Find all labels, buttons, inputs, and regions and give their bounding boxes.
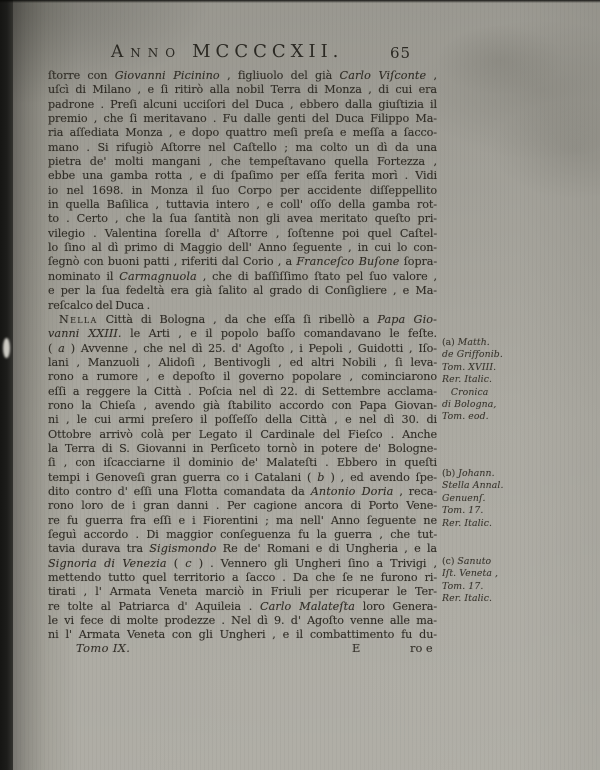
text-line: in quella Baſilica , tuttavia intero , e coll' oſſo della gamba rot-	[48, 198, 437, 212]
margin-note-line: de Griffonib.	[442, 349, 503, 361]
margin-note-line: Tom. 17.	[442, 580, 484, 592]
running-head-anno: Anno	[111, 42, 183, 62]
text-line: re tolte al Patriarca d' Aquileia . Carlo Malateſta loro Genera-	[48, 599, 437, 613]
text-line: Ottobre arrivò colà per Legato il Cardinale del Fieſco . Anche	[48, 427, 437, 441]
text-line: mano . Si rifugiò Aſtorre nel Caſtello ; ma colto un dì da una	[48, 140, 437, 154]
text-line: tempi i Genoveſi gran guerra co i Catalani ( b ) , ed avendo ſpe-	[48, 470, 437, 484]
text-line: ſegnò con buoni patti , riferiti dal Corio , a Franceſco Buſone ſopra-	[48, 255, 437, 269]
main-text-block	[48, 69, 437, 643]
text-line: nominato il Carmagnuola , che di baſſiſſimo ſtato pel ſuo valore ,	[48, 269, 437, 283]
text-line: e per la ſua fedeltà era già ſalito al grado di Conſigliere , e Ma-	[48, 284, 437, 298]
margin-note-line: Iſt. Veneta ,	[442, 568, 499, 580]
margin-note-line: di Bologna,	[442, 398, 497, 410]
margin-note-a	[442, 337, 530, 424]
margin-note-line: (a) Matth.	[442, 337, 490, 348]
text-line: ( a ) Avvenne , che nel dì 25. d' Agoſto , i Pepoli , Guidotti , Iſo-	[48, 341, 437, 355]
text-line: Signoria di Venezia ( c ) . Vennero gli Ungheri ſino a Trivigi ,	[48, 556, 437, 570]
photo-top-edge	[0, 0, 600, 3]
page-number: 65	[390, 44, 412, 62]
text-line: to . Certo , che la ſua ſantità non gli avea meritato queſto pri-	[48, 212, 437, 226]
text-line: lani , Manzuoli , Alidoſi , Bentivogli , ed altri Nobili , ſi leva-	[48, 355, 437, 369]
margin-note-line: (b) Johann.	[442, 468, 495, 479]
text-line: la Terra di S. Giovanni in Perſiceto tornò in potere de' Bologne-	[48, 441, 437, 455]
running-head-year: MCCCCXII.	[192, 41, 344, 62]
text-line: ſeguì accordo . Di maggior conſeguenza fu la guerra , che tut-	[48, 528, 437, 541]
text-line: le vi fece di molte prodezze . Nel dì 9. d' Agoſto venne alle ma-	[48, 614, 437, 628]
margin-note-line: (c) Sanuto	[442, 556, 492, 567]
footer-row	[0, 641, 600, 657]
margin-note-line: Rer. Italic.	[442, 374, 493, 386]
margin-note-line: Rer. Italic.	[442, 517, 493, 529]
text-line: rono loro de i gran danni . Per cagione ancora di Porto Vene-	[48, 499, 437, 513]
margin-note-line: Genuenſ.	[442, 492, 486, 504]
margin-note-b	[442, 468, 530, 530]
margin-note-line: Tom. XVIII.	[442, 361, 497, 373]
margin-note-line: Rer. Italic.	[442, 593, 493, 605]
paper-speck	[3, 338, 10, 358]
running-head	[111, 41, 343, 62]
margin-note-line: Tom. eod.	[442, 411, 489, 423]
text-line: io nel 1698. in Monza il ſuo Corpo per accidente diſſeppellito	[48, 183, 437, 197]
text-line: ni , le cui armi preſero il poſſeſſo della Città , e nel dì 30. di	[48, 413, 437, 427]
text-line: pietra de' molti mangani , che tempeſtavano quella Fortezza ,	[48, 155, 437, 169]
text-line: rono a rumore , e depoſto il governo popolare , cominciarono	[48, 370, 437, 384]
text-line: lo ſino al dì primo di Maggio dell' Anno ſeguente , in cui lo con-	[48, 241, 437, 255]
signature-mark: E	[352, 641, 361, 655]
text-line: tirati , l' Armata Veneta marciò in Friuli per ricuperar le Ter-	[48, 585, 437, 599]
text-line: re fu guerra fra eſſi e i Fiorentini ; ma nell' Anno ſeguente ne	[48, 513, 437, 527]
text-line: ni l' Armata Veneta con gli Ungheri , e il combattimento fu du-	[48, 628, 437, 642]
margin-note-line: Tom. 17.	[442, 505, 484, 517]
margin-note-c	[442, 556, 530, 606]
margin-note-line: Cronica	[450, 386, 489, 398]
text-line: dito contro d' eſſi una Flotta comandata da Antonio Doria , reca-	[48, 484, 437, 498]
margin-note-line: Stella Annal.	[442, 480, 504, 492]
text-line: ria aſſediata Monza , e dopo quattro meſi preſa e meſſa a ſacco-	[48, 126, 437, 140]
text-line: ſi , con iſcacciarne il dominio de' Malateſti . Ebbero in queſti	[48, 456, 437, 470]
volume-label: Tomo IX.	[76, 641, 131, 655]
text-line: uſcì di Milano , e ſi ritirò alla nobil Terra di Monza , di cui era	[48, 83, 437, 97]
text-line: mettendo tutto quel territorio a ſacco . Da che ſe ne furono ri-	[48, 571, 437, 585]
text-line: premio , che ſi meritavano . Fu dalle genti del Duca Filippo Ma-	[48, 112, 437, 126]
text-line: padrone . Preſi alcuni ucciſori del Duca , ebbero dalla giuſtizia il	[48, 97, 437, 111]
text-line: reſcalco del Duca .	[48, 298, 151, 312]
text-line: vanni XXIII. le Arti , e il popolo baſſo comandavano le feſte.	[48, 327, 437, 341]
text-line: tavia durava tra Sigismondo Re de' Romani e di Ungheria , e la	[48, 542, 437, 556]
catchword: ro e	[410, 641, 433, 655]
text-line: Nella Città di Bologna , da che eſſa ſi ribellò a Papa Gio-	[59, 312, 437, 326]
text-line: ebbe una gamba rotta , e di ſpaſimo per eſſa ferita morì . Vidi	[48, 169, 437, 183]
text-line: rono la Chieſa , avendo già ſtabilito accordo con Papa Giovan-	[48, 398, 437, 412]
text-line: vilegio . Valentina ſorella d' Aſtorre , ſoſtenne poi quel Caſtel-	[48, 226, 437, 240]
text-line: ſtorre con Giovanni Picinino , figliuolo del già Carlo Viſconte ,	[48, 69, 437, 82]
text-line: eſſi a reggere la Città . Poſcia nel dì 22. di Settembre acclama-	[48, 384, 437, 398]
